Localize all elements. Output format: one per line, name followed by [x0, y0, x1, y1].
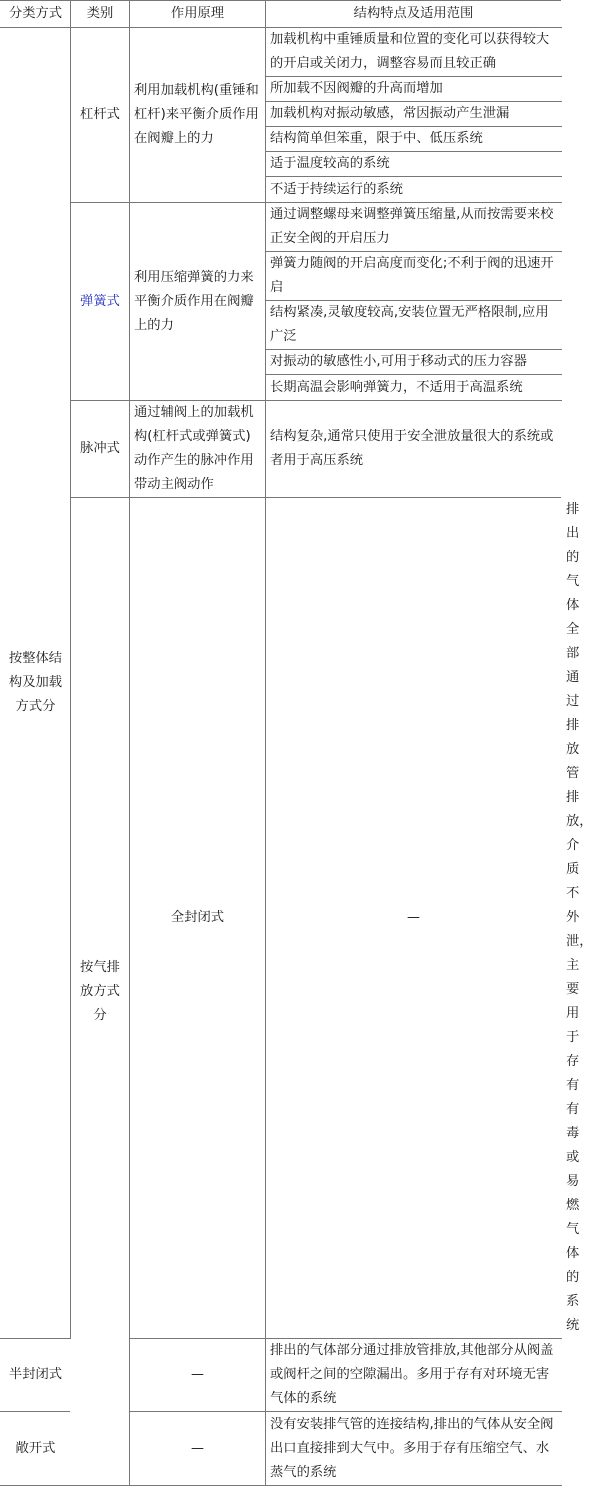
principle-cell-semi-enclosed — [130, 1339, 266, 1412]
feature-cell: 排出的气体部分通过排放管排放,其他部分从阀盖或阀杆之间的空隙漏出。多用于存有对环境无害气体的系统 — [266, 1339, 562, 1412]
principle-cell-fully-enclosed — [266, 498, 562, 1339]
feature-cell: 对振动的敏感性小,可用于移动式的压力容器 — [266, 350, 562, 375]
feature-cell: 通过调整螺母来调整弹簧压缩量,从而按需要来校正安全阀的开启压力 — [266, 203, 562, 252]
dash-mark: — — [407, 910, 420, 925]
table-header-row — [1, 1, 562, 28]
principle-cell-lever: 利用加载机构(重锤和杠杆)来平衡介质作用在阀瓣上的力 — [130, 28, 266, 203]
table-row — [1, 401, 562, 498]
type-cell-fully-enclosed: 全封闭式 — [130, 498, 266, 1339]
type-cell-lever: 杠杆式 — [71, 28, 130, 203]
feature-cell: 结构紧凑,灵敏度较高,安装位置无严格限制,应用广泛 — [266, 301, 562, 350]
dash-mark: — — [191, 1367, 204, 1382]
type-cell-pulse: 脉冲式 — [71, 401, 130, 498]
principle-cell-pulse: 通过辅阀上的加载机构(杠杆式或弹簧式)动作产生的脉冲作用带动主阀动作 — [130, 401, 266, 498]
principle-cell-spring: 利用压缩弹簧的力来平衡介质作用在阀瓣上的力 — [130, 203, 266, 401]
feature-cell: 结构简单但笨重，限于中、低压系统 — [266, 127, 562, 152]
type-cell-spring: 弹簧式 — [71, 203, 130, 401]
principle-cell-open — [130, 1412, 266, 1486]
header-method: 分类方式 — [1, 1, 71, 28]
feature-cell: 长期高温会影响弹簧力，不适用于高温系统 — [266, 375, 562, 401]
header-features: 结构特点及适用范围 — [266, 1, 562, 28]
method-cell: 按气排放方式分 — [71, 498, 130, 1486]
feature-cell: 所加载不因阀瓣的升高而增加 — [266, 77, 562, 102]
table-row — [1, 203, 562, 252]
dash-mark: — — [191, 1440, 204, 1456]
feature-cell: 适于温度较高的系统 — [266, 152, 562, 177]
method-cell: 按整体结构及加载方式分 — [1, 28, 71, 1339]
feature-cell: 加载机构中重锤质量和位置的变化可以获得较大的开启或关闭力，调整容易而且较正确 — [266, 28, 562, 77]
feature-cell: 结构复杂,通常只使用于安全泄放量很大的系统或者用于高压系统 — [266, 401, 562, 498]
feature-cell: 加载机构对振动敏感，常因振动产生泄漏 — [266, 102, 562, 127]
feature-cell: 弹簧力随阀的开启高度而变化;不利于阀的迅速开启 — [266, 252, 562, 301]
type-cell-open: 敞开式 — [1, 1412, 71, 1486]
header-type: 类别 — [71, 1, 130, 28]
type-cell-semi-enclosed: 半封闭式 — [1, 1339, 71, 1412]
table-row — [1, 28, 562, 77]
header-principle: 作用原理 — [130, 1, 266, 28]
feature-cell: 不适于持续运行的系统 — [266, 177, 562, 203]
table-row: 按气排放方式分 全封闭式 — 排出的气体全部通过排放管排放，介质不外泄，主要用于存有有毒或易燃气体的系统 — [1, 498, 562, 1339]
feature-cell: 没有安装排气管的连接结构,排出的气体从安全阀出口直接排到大气中。多用于存有压缩空气、水蒸气的系统 — [266, 1412, 562, 1486]
